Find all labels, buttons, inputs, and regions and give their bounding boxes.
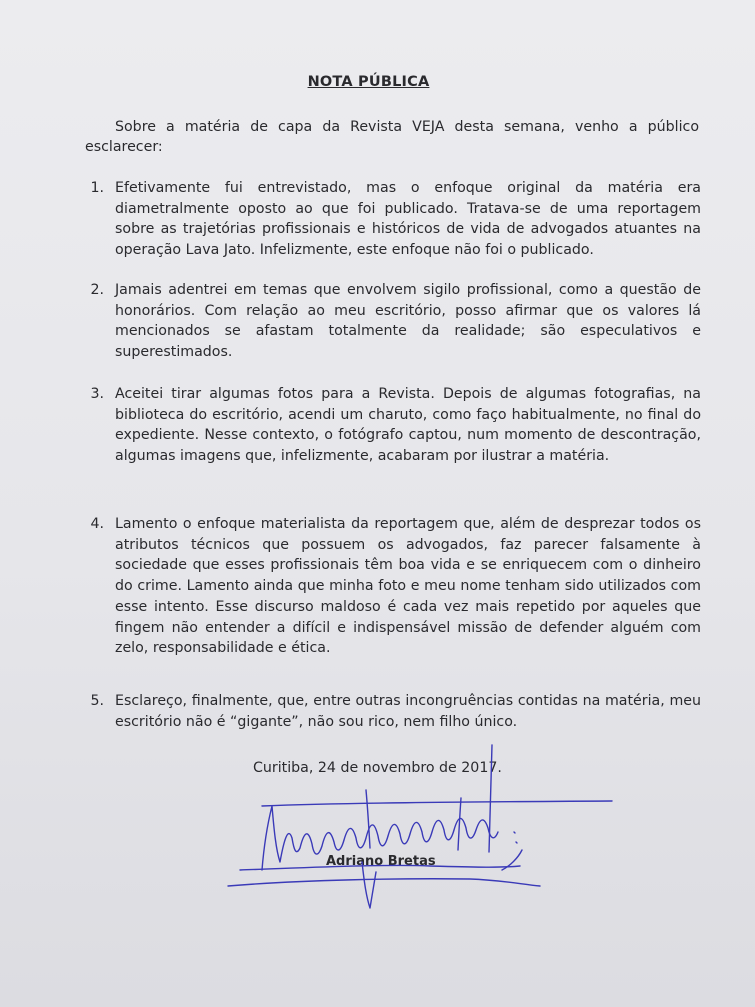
list-item: Aceitei tirar algumas fotos para a Revista. Depois de algumas fotografias, na biblioteca do escritório, acendi um charuto, como faço habitualmente, no final do expediente. Nesse contexto, o fotógrafo captou, num momento de descontração, algumas imagens que, infelizmente, acabaram por ilustrar a matéria. (115, 386, 701, 465)
item-number: 3. (90, 386, 104, 402)
place-date: Curitiba, 24 de novembro de 2017. (253, 760, 502, 776)
document-title: NOTA PÚBLICA (307, 74, 430, 90)
list-item: Jamais adentrei em temas que envolvem sigilo profissional, como a questão de honorários. Com relação ao meu escritório, posso afirmar que os valores lá mencionados se afastam totalmente da realidade; são especulativos e superestimados. (115, 282, 701, 361)
list-item: Efetivamente fui entrevistado, mas o enfoque original da matéria era diametralmente oposto ao que foi publicado. Tratava-se de uma reportagem sobre as trajetórias profissionais e históricos de vida de advogados atuantes na operação Lava Jato. Infelizmente, este enfoque não foi o publicado. (115, 180, 701, 259)
item-number: 1. (90, 180, 104, 196)
intro-paragraph: Sobre a matéria de capa da Revista VEJA desta semana, venho a público esclarecer: (85, 119, 699, 155)
item-number: 4. (90, 516, 104, 532)
list-item: Esclareço, finalmente, que, entre outras incongruências contidas na matéria, meu escritório não é “gigante”, não sou rico, nem filho único. (115, 693, 701, 730)
item-number: 5. (90, 693, 104, 709)
list-item: Lamento o enfoque materialista da reportagem que, além de desprezar todos os atributos técnicos que possuem os advogados, faz parecer falsamente à sociedade que esses profissionais têm boa vida e se enriquecem com o dinheiro do crime. Lamento ainda que minha foto e meu nome tenham sido utilizados com esse intento. Esse discurso maldoso é cada vez mais repetido por aqueles que fingem não entender a difícil e indispensável missão de defender alguém com zelo, responsabilidade e ética. (115, 516, 701, 657)
signatory-name: Adriano Bretas (326, 854, 436, 869)
item-number: 2. (90, 282, 104, 298)
